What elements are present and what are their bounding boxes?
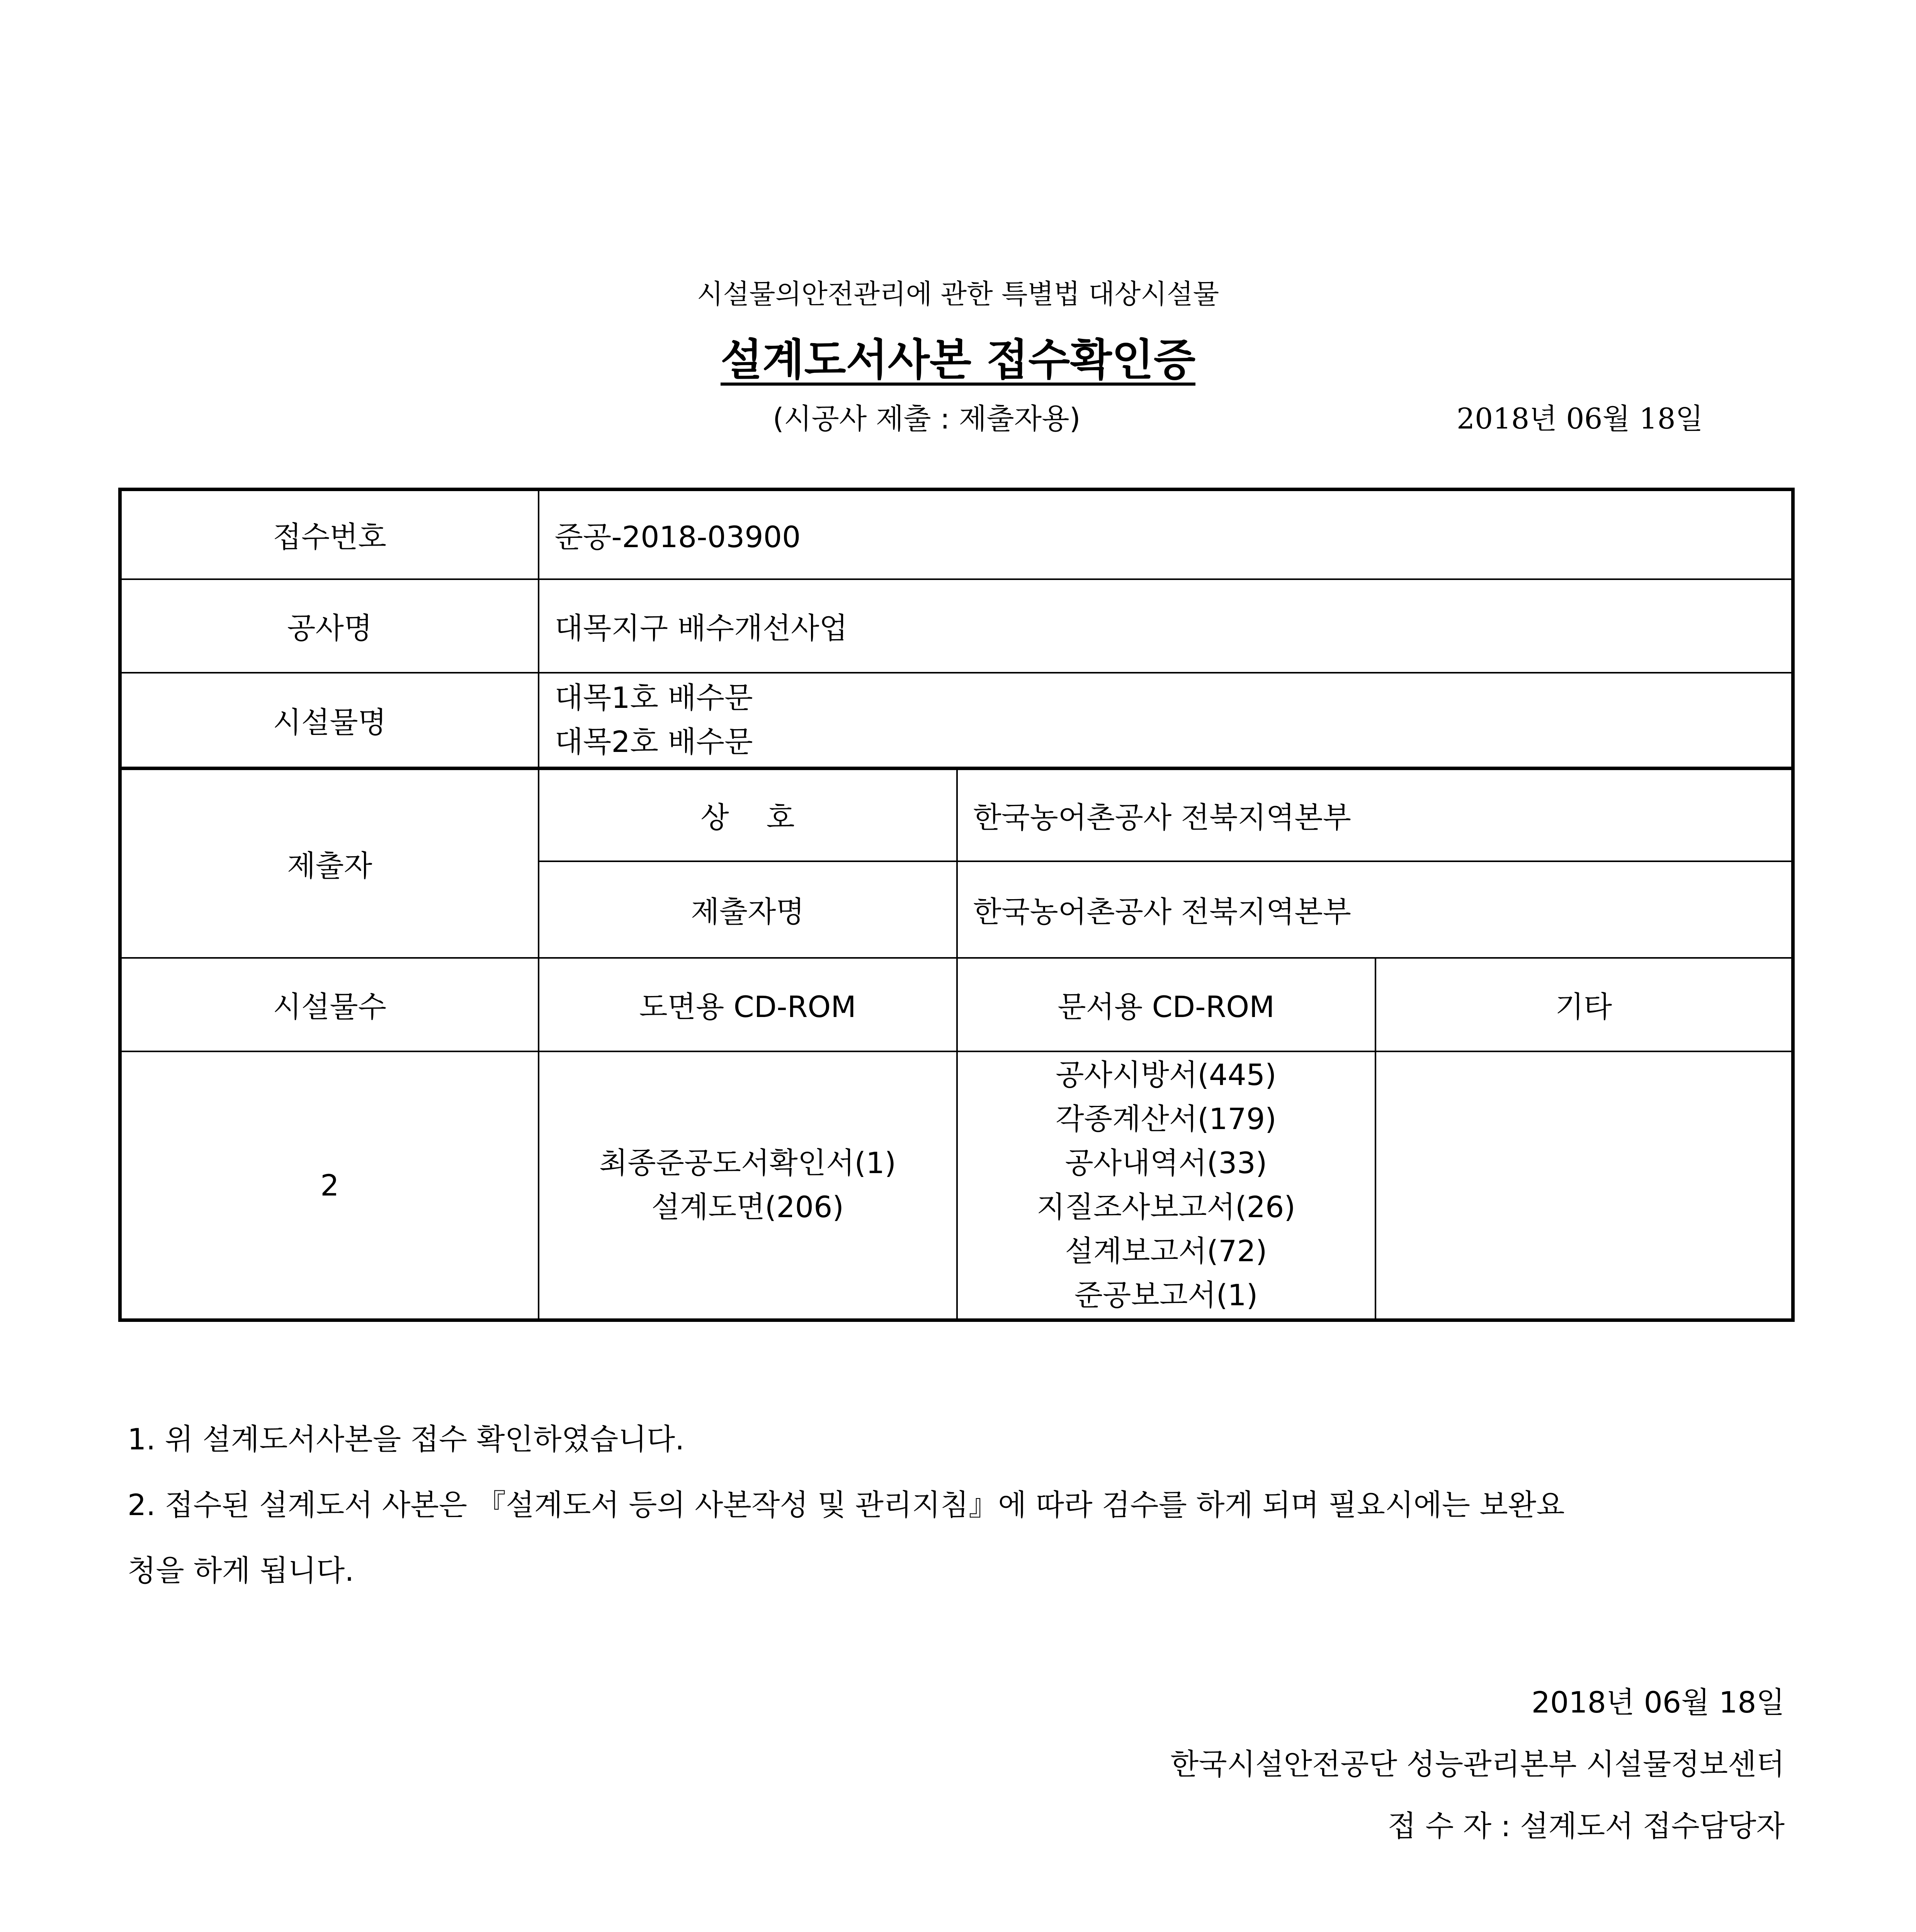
- note-line: 2. 접수된 설계도서 사본은 『설계도서 등의 사본작성 및 관리지침』에 따라 검수를 하게 되며 필요시에는 보완요: [128, 1488, 1565, 1522]
- company-value: 한국농어촌공사 전북지역본부: [957, 769, 1793, 861]
- column-header: 시설물수: [120, 958, 539, 1051]
- note-line: 1. 위 설계도서사본을 접수 확인하였습니다.: [128, 1422, 685, 1456]
- project-label: 공사명: [120, 579, 539, 673]
- row-receipt-no: [120, 490, 1793, 579]
- document-cd-item: 공사시방서(445): [1056, 1058, 1277, 1092]
- notes: [128, 1406, 1789, 1604]
- submitter-name-label: 제출자명: [539, 861, 957, 958]
- document-cd-item: 지질조사보고서(26): [1037, 1190, 1295, 1225]
- column-header: 문서용 CD-ROM: [957, 958, 1375, 1051]
- facility-label: 시설물명: [120, 673, 539, 769]
- drawing-cd-item: 설계도면(206): [651, 1190, 844, 1225]
- submitter-label: 제출자: [120, 769, 539, 958]
- row-column-headers: [120, 958, 1793, 1051]
- project-value: 대목지구 배수개선사업: [539, 579, 1793, 673]
- document-subtitle: (시공사 제출 : 제출자용): [773, 402, 1081, 435]
- facility-value: [539, 673, 1793, 769]
- footer-date: 2018년 06월 18일: [1531, 1685, 1785, 1719]
- column-header: 기타: [1375, 958, 1793, 1051]
- facility-name: 대목2호 배수문: [554, 724, 753, 759]
- facility-count: 2: [120, 1051, 539, 1320]
- company-label: 상 호: [539, 769, 957, 861]
- row-contents: [120, 1051, 1793, 1320]
- drawing-cd-item: 최종준공도서확인서(1): [599, 1146, 896, 1180]
- footer-organization: 한국시설안전공단 성능관리본부 시설물정보센터: [1170, 1747, 1785, 1781]
- document-cd-contents: [957, 1051, 1375, 1320]
- law-reference-line: 시설물의안전관리에 관한 특별법 대상시설물: [697, 278, 1219, 310]
- footer-receiver: 접 수 자 : 설계도서 접수담당자: [1387, 1809, 1785, 1843]
- issue-date-top: 2018년 06월 18일: [1457, 402, 1703, 435]
- row-submitter-company: [120, 769, 1793, 861]
- document-title-text: 설계도서사본 접수확인증: [720, 335, 1196, 385]
- drawing-cd-contents: [539, 1051, 957, 1320]
- document-cd-item: 공사내역서(33): [1065, 1146, 1267, 1180]
- row-facility: [120, 673, 1793, 769]
- submitter-name-value: 한국농어촌공사 전북지역본부: [957, 861, 1793, 958]
- facility-name: 대목1호 배수문: [554, 680, 753, 715]
- receipt-table: [118, 488, 1795, 1322]
- document-cd-item: 각종계산서(179): [1056, 1102, 1277, 1136]
- document-title: [0, 325, 1916, 388]
- note-line: 청을 하게 됩니다.: [128, 1553, 354, 1588]
- row-project: [120, 579, 1793, 673]
- column-header: 도면용 CD-ROM: [539, 958, 957, 1051]
- document-cd-item: 설계보고서(72): [1065, 1234, 1267, 1269]
- document-cd-item: 준공보고서(1): [1074, 1278, 1258, 1313]
- etc-contents: [1375, 1051, 1793, 1320]
- receipt-no-value: 준공-2018-03900: [539, 490, 1793, 579]
- receipt-no-label: 접수번호: [120, 490, 539, 579]
